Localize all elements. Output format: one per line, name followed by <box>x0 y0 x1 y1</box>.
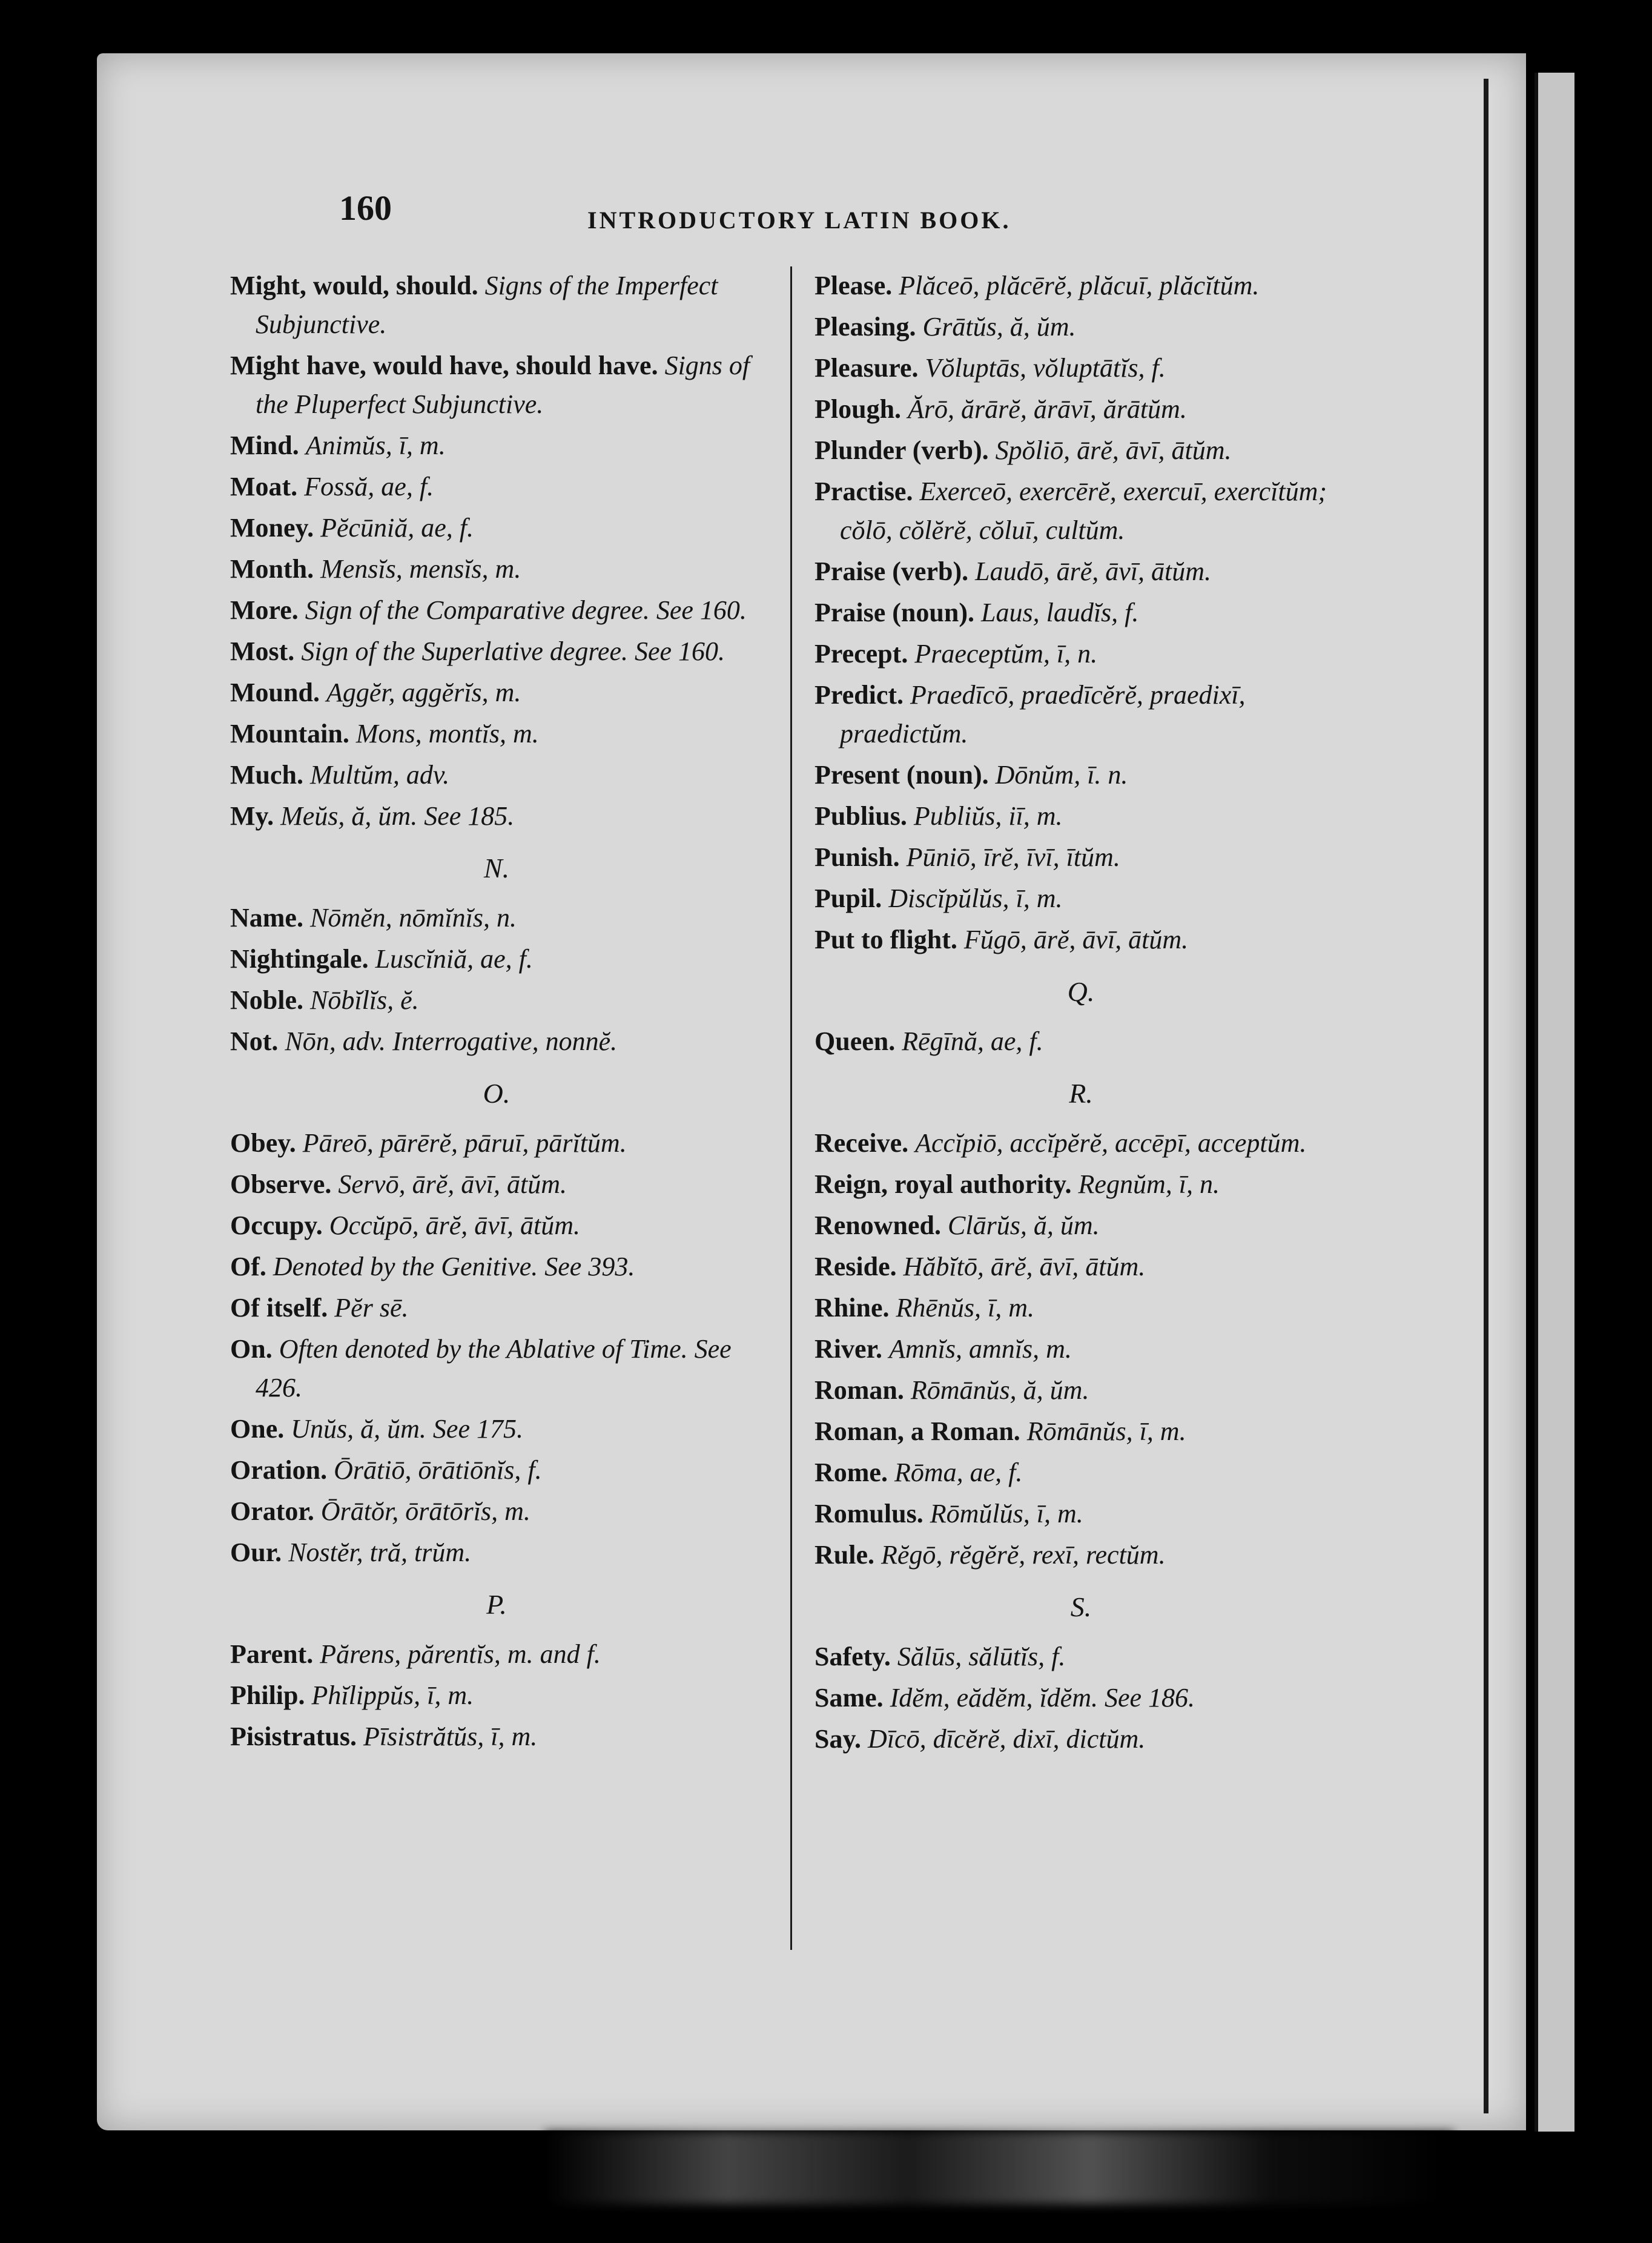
entry-headword: Noble. <box>230 985 303 1015</box>
entry-definition: Fŭgō, ārĕ, āvī, ātŭm. <box>963 925 1189 954</box>
entry-headword: Present (noun). <box>814 760 989 790</box>
entry-headword: On. <box>230 1334 273 1364</box>
entry-headword: Philip. <box>230 1680 305 1710</box>
dictionary-entry <box>814 1165 1347 1204</box>
entry-headword: Praise (verb). <box>814 557 969 586</box>
dictionary-entry <box>230 1022 763 1061</box>
entry-headword: Observe. <box>230 1169 332 1199</box>
entry-headword: Reign, royal authority. <box>814 1169 1072 1199</box>
dictionary-entry <box>230 1330 763 1407</box>
entry-headword: Pisistratus. <box>230 1722 357 1751</box>
dictionary-entry <box>814 920 1347 959</box>
right-column <box>814 266 1347 1761</box>
entry-headword: Please. <box>814 271 893 300</box>
dictionary-entry <box>814 1289 1347 1327</box>
entry-definition: Rōmŭlŭs, ī, m. <box>930 1499 1083 1528</box>
entry-definition: Pĕcūniă, ae, f. <box>320 513 474 543</box>
dictionary-entry <box>230 1247 763 1286</box>
entry-definition: Occŭpō, ārĕ, āvī, ātŭm. <box>329 1211 581 1240</box>
entry-definition: Nostĕr, tră, trŭm. <box>288 1538 472 1567</box>
entry-headword: Queen. <box>814 1026 896 1056</box>
entry-definition: Rōmānŭs, ă, ŭm. <box>910 1375 1089 1405</box>
entry-definition: Clārŭs, ă, ŭm. <box>948 1211 1100 1240</box>
entry-definition: Luscĭniă, ae, f. <box>375 944 533 974</box>
entry-headword: Might have, would have, should have. <box>230 351 658 380</box>
entry-headword: Rhine. <box>814 1293 890 1323</box>
entry-definition: Praeceptŭm, ī, n. <box>914 639 1098 669</box>
entry-definition: Sign of the Comparative degree. See 160. <box>305 595 747 625</box>
entry-definition: Vŏluptās, vŏluptātĭs, f. <box>925 353 1166 383</box>
entry-headword: Of. <box>230 1252 266 1281</box>
dictionary-entry <box>814 431 1347 470</box>
entry-definition: Părens, părentĭs, m. and f. <box>320 1639 601 1669</box>
dictionary-entry <box>230 715 763 753</box>
entry-definition: Laus, laudĭs, f. <box>981 598 1139 627</box>
entry-headword: Name. <box>230 903 303 933</box>
page-gutter-shadow <box>1484 79 1488 2113</box>
entry-headword: Money. <box>230 513 314 543</box>
entry-definition: Phĭlippŭs, ī, m. <box>311 1680 474 1710</box>
entry-definition: Pīsistrătŭs, ī, m. <box>363 1722 538 1751</box>
entry-headword: Not. <box>230 1026 279 1056</box>
dictionary-entry <box>814 1637 1347 1676</box>
entry-headword: Nightingale. <box>230 944 369 974</box>
entry-definition: Sign of the Superlative degree. See 160. <box>301 636 725 666</box>
dictionary-entry <box>814 838 1347 877</box>
left-column <box>230 266 763 1759</box>
entry-definition: Ōrātŏr, ōrātōrĭs, m. <box>320 1496 530 1526</box>
entry-headword: Plough. <box>814 394 902 424</box>
entry-definition: Plăceō, plăcērĕ, plăcuī, plăcĭtŭm. <box>899 271 1260 300</box>
entry-definition: Rōma, ae, f. <box>894 1458 1023 1487</box>
section-letter: N. <box>483 853 510 884</box>
entry-definition: Regnŭm, ī, n. <box>1078 1169 1220 1199</box>
dictionary-entry <box>230 981 763 1020</box>
dictionary-entry <box>814 349 1347 388</box>
entry-headword: Mound. <box>230 678 320 707</box>
dictionary-entry <box>814 1247 1347 1286</box>
entry-headword: Month. <box>230 554 314 584</box>
dictionary-entry <box>814 635 1347 673</box>
entry-headword: Receive. <box>814 1128 909 1158</box>
dictionary-entry <box>230 1165 763 1204</box>
entry-headword: Pleasure. <box>814 353 919 383</box>
entry-headword: Safety. <box>814 1642 891 1671</box>
dictionary-entry <box>230 756 763 794</box>
entry-definition: Fossă, ae, f. <box>304 472 434 501</box>
entry-definition: Dōnŭm, ī. n. <box>995 760 1128 790</box>
entry-definition: Denoted by the Genitive. See 393. <box>273 1252 635 1281</box>
entry-headword: Mind. <box>230 431 299 460</box>
entry-definition: Grātŭs, ă, ŭm. <box>922 312 1076 342</box>
section-letter: P. <box>486 1589 507 1620</box>
dictionary-entry <box>230 1289 763 1327</box>
entry-headword: Pupil. <box>814 884 882 913</box>
entry-headword: Oration. <box>230 1455 328 1485</box>
entry-headword: Praise (noun). <box>814 598 974 627</box>
entry-definition: Accĭpiō, accĭpĕrĕ, accēpī, acceptŭm. <box>915 1128 1307 1158</box>
page-header <box>242 182 1272 242</box>
page-number: 160 <box>339 188 392 228</box>
entry-headword: Reside. <box>814 1252 897 1281</box>
entry-definition: Animŭs, ī, m. <box>305 431 446 460</box>
dictionary-entry <box>814 676 1347 753</box>
dictionary-entry <box>814 1679 1347 1717</box>
section-letter: Q. <box>1067 976 1095 1007</box>
entry-headword: Roman, a Roman. <box>814 1416 1020 1446</box>
entry-definition: Exerceō, exercērĕ, exercuī, exercĭtŭm; cŏlō, cŏlĕrĕ, cŏluī, cultŭm. <box>840 477 1327 545</box>
dictionary-entry <box>814 1720 1347 1759</box>
dictionary-entry <box>230 632 763 671</box>
entry-headword: Much. <box>230 760 303 790</box>
dictionary-entry <box>230 899 763 937</box>
entry-definition: Publiŭs, iī, m. <box>913 801 1063 831</box>
dictionary-entry <box>814 1206 1347 1245</box>
entry-headword: Plunder (verb). <box>814 435 989 465</box>
entry-definition: Pĕr sē. <box>334 1293 409 1323</box>
dictionary-entry <box>230 1676 763 1715</box>
dictionary-entry <box>230 1635 763 1674</box>
dictionary-entry <box>814 472 1347 550</box>
section-letter: O. <box>483 1078 510 1109</box>
entry-definition: Rhēnŭs, ī, m. <box>896 1293 1035 1323</box>
entry-definition: Mons, montĭs, m. <box>355 719 539 748</box>
entry-definition: Often denoted by the Ablative of Time. See 426. <box>256 1334 732 1402</box>
dictionary-entry <box>814 1453 1347 1492</box>
entry-headword: Romulus. <box>814 1499 923 1528</box>
entry-headword: Renowned. <box>814 1211 942 1240</box>
dictionary-entry <box>230 940 763 979</box>
entry-headword: Orator. <box>230 1496 314 1526</box>
entry-definition: Sălūs, sălūtĭs, f. <box>897 1642 1066 1671</box>
dictionary-entry <box>814 1412 1347 1451</box>
entry-definition: Nōbĭlĭs, ĕ. <box>310 985 419 1015</box>
dictionary-entry <box>230 1451 763 1490</box>
entry-definition: Idĕm, eădĕm, ĭdĕm. See 186. <box>890 1683 1195 1713</box>
dictionary-entry <box>814 552 1347 591</box>
entry-definition: Rōmānŭs, ī, m. <box>1026 1416 1186 1446</box>
entry-definition: Pūniō, īrĕ, īvī, ītŭm. <box>906 842 1120 872</box>
dictionary-entry <box>230 1206 763 1245</box>
entry-headword: Pleasing. <box>814 312 916 342</box>
dictionary-entry <box>814 593 1347 632</box>
entry-definition: Ōrātiō, ōrātiōnĭs, f. <box>334 1455 542 1485</box>
dictionary-entry <box>230 1533 763 1572</box>
entry-definition: Dīcō, dīcĕrĕ, dixī, dictŭm. <box>868 1724 1146 1754</box>
entry-headword: Rule. <box>814 1540 874 1570</box>
entry-headword: Occupy. <box>230 1211 323 1240</box>
dictionary-entry <box>230 1492 763 1531</box>
entry-definition: Rēgīnă, ae, f. <box>902 1026 1043 1056</box>
dictionary-entry <box>814 756 1347 794</box>
entry-headword: Of itself. <box>230 1293 328 1323</box>
entry-headword: One. <box>230 1414 285 1444</box>
entry-definition: Unŭs, ă, ŭm. See 175. <box>291 1414 523 1444</box>
entry-definition: Laudō, ārĕ, āvī, ātŭm. <box>975 557 1212 586</box>
dictionary-entry <box>230 1124 763 1163</box>
dictionary-entry <box>814 266 1347 305</box>
entry-definition: Pāreō, pārērĕ, pāruī, pārĭtŭm. <box>302 1128 627 1158</box>
entry-headword: Mountain. <box>230 719 349 748</box>
entry-headword: Publius. <box>814 801 907 831</box>
entry-headword: Might, would, should. <box>230 271 478 300</box>
dictionary-entry <box>814 1536 1347 1574</box>
dictionary-entry <box>814 390 1347 429</box>
dictionary-entry <box>230 550 763 589</box>
dictionary-entry <box>814 797 1347 836</box>
dictionary-entry <box>230 797 763 836</box>
dictionary-entry <box>230 426 763 465</box>
entry-definition: Signs of the Imperfect Subjunctive. <box>256 271 718 339</box>
entry-definition: Hăbĭtō, ārĕ, āvī, ātŭm. <box>903 1252 1146 1281</box>
entry-headword: Our. <box>230 1538 282 1567</box>
entry-headword: Precept. <box>814 639 908 669</box>
entry-definition: Mensĭs, mensĭs, m. <box>320 554 521 584</box>
entry-headword: River. <box>814 1334 883 1364</box>
entry-definition: Aggĕr, aggĕrĭs, m. <box>326 678 521 707</box>
dictionary-entry <box>230 1717 763 1756</box>
dictionary-entry <box>814 308 1347 346</box>
entry-definition: Nōn, adv. Interrogative, nonnĕ. <box>285 1026 618 1056</box>
dictionary-entry <box>814 1330 1347 1369</box>
entry-definition: Nōmĕn, nōmĭnĭs, n. <box>309 903 517 933</box>
entry-definition: Praedīcō, praedīcĕrĕ, praedixī, praedictŭm. <box>840 680 1246 748</box>
adjacent-page-edge <box>1535 73 1574 2132</box>
entry-headword: Parent. <box>230 1639 314 1669</box>
entry-definition: Signs of the Pluperfect Subjunctive. <box>256 351 750 419</box>
entry-headword: Same. <box>814 1683 884 1713</box>
entry-headword: Put to flight. <box>814 925 957 954</box>
dictionary-entry <box>230 467 763 506</box>
dictionary-entry <box>814 879 1347 918</box>
entry-definition: Discĭpŭlŭs, ī, m. <box>888 884 1063 913</box>
entry-headword: More. <box>230 595 299 625</box>
dictionary-entry <box>814 1495 1347 1533</box>
entry-headword: Say. <box>814 1724 862 1754</box>
section-letter: R. <box>1069 1078 1093 1109</box>
dictionary-entry <box>230 509 763 547</box>
dictionary-entry <box>814 1124 1347 1163</box>
column-divider <box>790 266 792 1950</box>
dictionary-entry <box>230 346 763 424</box>
entry-definition: Servō, ārĕ, āvī, ātŭm. <box>338 1169 567 1199</box>
dictionary-entry <box>230 1410 763 1449</box>
entry-headword: Practise. <box>814 477 913 506</box>
running-title: INTRODUCTORY LATIN BOOK. <box>587 206 1011 234</box>
entry-definition: Spŏliō, ārĕ, āvī, ātŭm. <box>995 435 1232 465</box>
entry-definition: Ărō, ărārĕ, ărāvī, ărātŭm. <box>908 394 1187 424</box>
dictionary-entry <box>814 1022 1347 1061</box>
entry-definition: Multŭm, adv. <box>310 760 450 790</box>
dictionary-entry <box>230 673 763 712</box>
entry-definition: Meŭs, ă, ŭm. See 185. <box>280 801 515 831</box>
dictionary-entry <box>814 1371 1347 1410</box>
entry-definition: Amnĭs, amnĭs, m. <box>889 1334 1072 1364</box>
entry-headword: Moat. <box>230 472 298 501</box>
entry-headword: My. <box>230 801 274 831</box>
entry-headword: Predict. <box>814 680 904 710</box>
entry-definition: Rĕgō, rĕgĕrĕ, rexī, rectŭm. <box>881 1540 1166 1570</box>
scan-artifact <box>545 2132 1453 2204</box>
dictionary-entry <box>230 591 763 630</box>
section-letter: S. <box>1070 1591 1092 1622</box>
dictionary-entry <box>230 266 763 344</box>
entry-headword: Punish. <box>814 842 900 872</box>
entry-headword: Most. <box>230 636 295 666</box>
entry-headword: Obey. <box>230 1128 296 1158</box>
entry-headword: Roman. <box>814 1375 904 1405</box>
entry-headword: Rome. <box>814 1458 888 1487</box>
